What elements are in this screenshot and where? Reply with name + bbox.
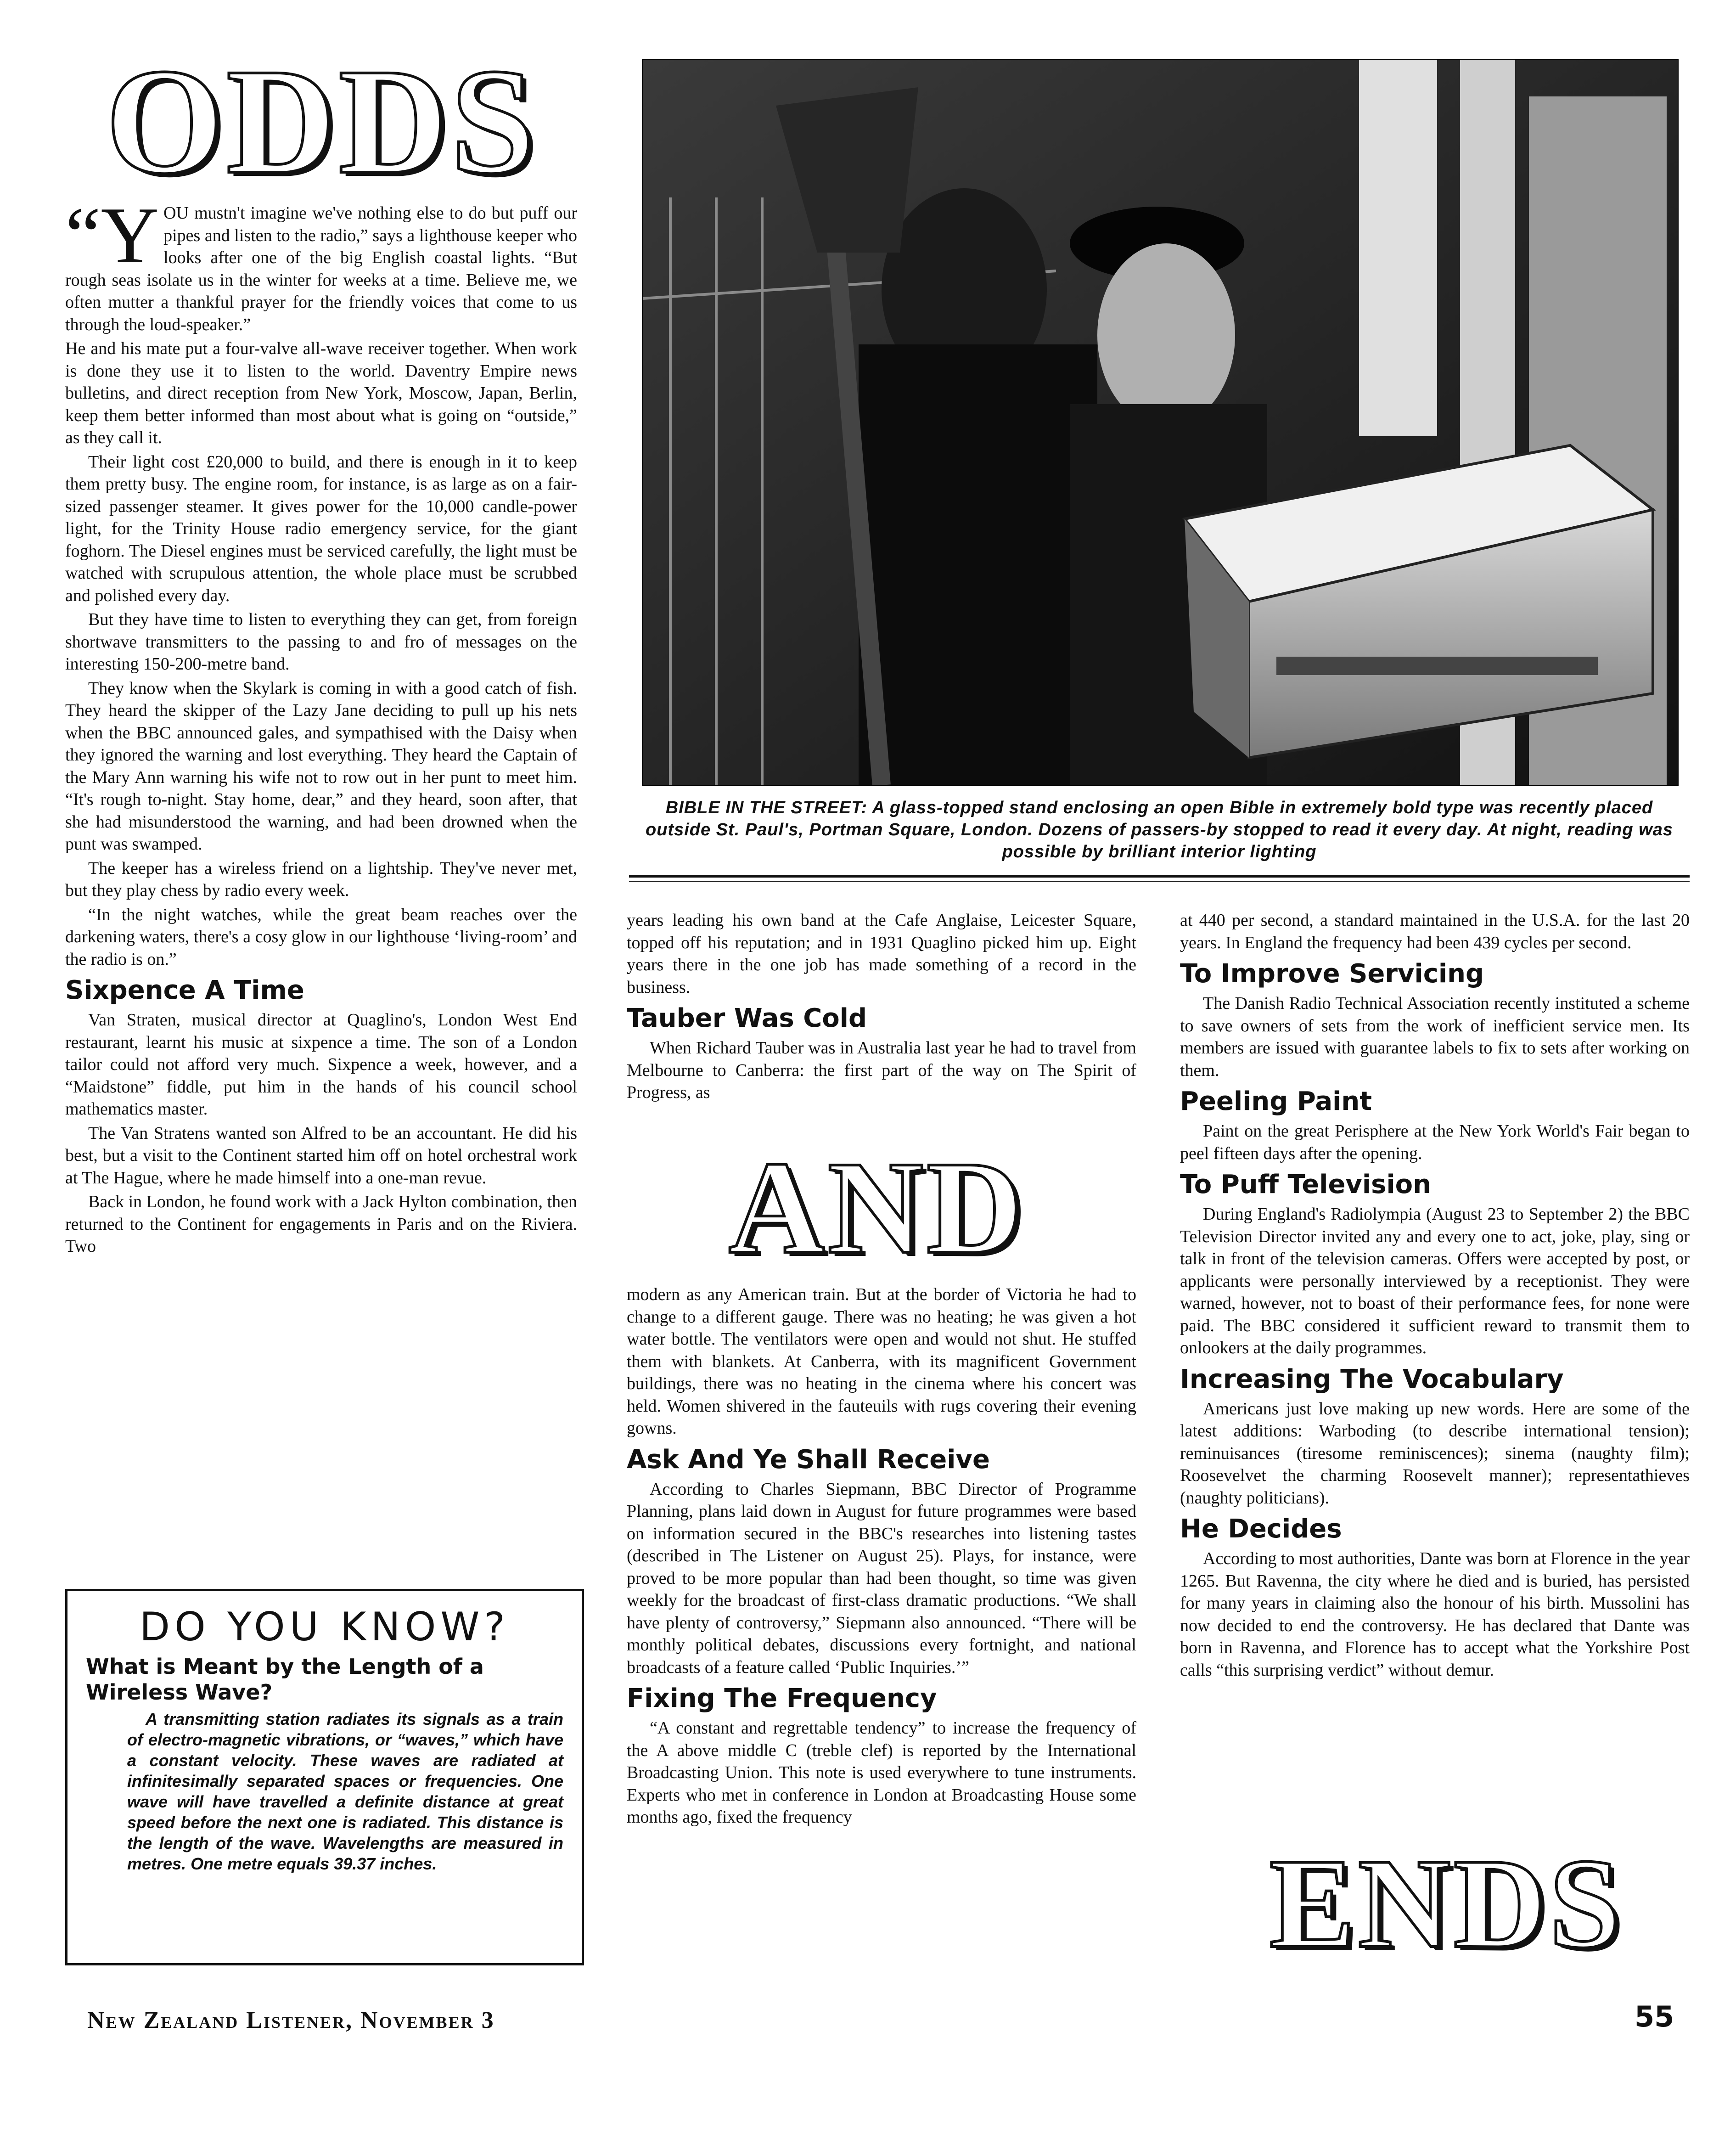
article-paragraph: He and his mate put a four-valve all-wave receiver together. When work is done they use it to listen to the world. Daventry Empire news bulletins, and direct reception from New York, Moscow, Japan, Berlin, keep them better informed than most about what is going on “outside,” as they call it. [65, 339, 577, 447]
article-paragraph: “In the night watches, while the great beam reaches over the darkening waters, there's a cosy glow in our lighthouse ‘living-room’ and the radio is on.” [65, 905, 577, 969]
article-paragraph: Back in London, he found work with a Jack Hylton combination, then returned to the Continent for engagements in Paris and on the Riviera. Two [65, 1192, 577, 1256]
do-you-know-title: DO YOU KNOW? [139, 1604, 510, 1650]
headline-and: AND [728, 1134, 1026, 1281]
article-paragraph: The keeper has a wireless friend on a lightship. They've never met, but they play chess by radio every week. [65, 858, 577, 900]
section-heading: Increasing The Vocabulary [1180, 1364, 1564, 1394]
article-paragraph: But they have time to listen to everything they can get, from foreign shortwave transmitters to the passing to and fro of messages on the interesting 150-200-metre band. [65, 610, 577, 674]
article-paragraph: According to most authorities, Dante was born at Florence in the year 1265. But Ravenna, the city where he died and is buried, has persisted for many years in claiming also the honour of his birth. Mussolini has now decided to end the controversy. He has declared that Dante was born in Ravenna, and Florence has to accept what the Yorkshire Post calls “this surprising verdict” without demur. [1180, 1549, 1690, 1680]
bible-photo-illustration [643, 60, 1678, 785]
column-3 [1180, 909, 1690, 1683]
divider-rule [629, 875, 1690, 878]
page-number: 55 [1635, 2000, 1674, 2033]
article-paragraph: Their light cost £20,000 to build, and there is enough in it to keep them pretty busy. The engine room, for instance, is as large as on a fair-sized passenger steamer. It gives power for the 10,000 candle-power light, for the Trinity House radio emergency service, for the giant foghorn. The Diesel engines must be serviced carefully, the light must be watched with scrupulous attention, the whole place must be scrubbed and polished every day. [65, 452, 577, 605]
article-paragraph: According to Charles Siepmann, BBC Director of Programme Planning, plans laid down in August for future programmes were based on information secured in the BBC's researches into listening tastes (described in The Listener on August 25). Plays, for instance, were proved to be more popular than had been thought, so time was given weekly for the broadcast of first-class dramatic productions. “We shall have plenty of controversy,” Siepmann also announced. “There will be monthly political debates, discussions every fortnight, and national broadcasts of a feature called ‘Public Inquiries.’” [627, 1479, 1136, 1677]
section-heading: Ask And Ye Shall Receive [627, 1444, 990, 1475]
article-paragraph: During England's Radiolympia (August 23 to September 2) the BBC Television Director invited any and every one to act, joke, play, sing or talk in front of the television cameras. Offers were accepted by post, or applicants were personally interviewed by a receptionist. They were warned, however, not to boast of their performance fees, for none were paid. The BBC considered it sufficient reward to transmit them to onlookers at the daily programmes. [1180, 1205, 1690, 1357]
section-heading: Tauber Was Cold [627, 1003, 867, 1033]
article-paragraph: modern as any American train. But at the border of Victoria he had to change to a different gauge. There was no heating; he was given a hot water bottle. The ventilators were open and would not shut. He stuffed them with blankets. At Canberra, with its magnificent Government buildings, there was no heating in the cinema where his concert was held. Women shivered in the fauteuils with rugs covering their evening gowns. [627, 1285, 1136, 1438]
publication-footer: New Zealand Listener, November 3 [87, 2007, 495, 2033]
section-heading: Peeling Paint [1180, 1086, 1372, 1116]
column-2 [627, 909, 1136, 1106]
column-2-continued [627, 1283, 1136, 1830]
section-heading: To Improve Servicing [1180, 959, 1484, 989]
photo-caption: BIBLE IN THE STREET: A glass-topped stand enclosing an open Bible in extremely bold type was recently placed outside St. Paul's, Portman Square, London. Dozens of passers-by stopped to read it every day. At night, reading was possible by brilliant interior lighting [646, 798, 1673, 861]
section-heading: He Decides [1180, 1514, 1342, 1544]
article-paragraph: “A constant and regrettable tendency” to increase the frequency of the A above middle C (treble clef) is reported by the International Broadcasting Union. This note is used everywhere to tune instruments. Experts who met in conference in London at Broadcasting House some months ago, fixed the frequency [627, 1718, 1136, 1827]
article-paragraph: The Danish Radio Technical Association recently instituted a scheme to save owners of sets from the work of inefficient service men. Its members are issued with guarantee labels to fix to sets after working on them. [1180, 994, 1690, 1080]
do-you-know-box [65, 1589, 584, 1965]
article-paragraph: When Richard Tauber was in Australia last year he had to travel from Melbourne to Canberra: the first part of the way on The Spirit of Progress, as [627, 1038, 1136, 1102]
section-heading: To Puff Television [1180, 1170, 1431, 1199]
divider-rule [629, 881, 1690, 882]
article-paragraph: years leading his own band at the Cafe Anglaise, Leicester Square, topped off his reputation; and in 1931 Quaglino picked him up. Eight years there in the one job has made something of a record in the business. [627, 911, 1136, 997]
do-you-know-answer: A transmitting station radiates its signals as a train of electro-magnetic vibrations, or “waves,” which have a constant velocity. These waves are radiated at infinitesimally separated spaces or frequencies. One wave will have travelled a definite distance at great speed before the next one is radiated. This distance is the length of the wave. Wavelengths are measured in metres. One metre equals 39.37 inches. [127, 1710, 563, 1873]
do-you-know-question: What is Meant by the Length of a Wireless Wave? [86, 1654, 484, 1705]
article-paragraph: at 440 per second, a standard maintained in the U.S.A. for the last 20 years. In England the frequency had been 439 cycles per second. [1180, 911, 1690, 952]
column-1 [65, 191, 577, 1260]
article-paragraph: Van Straten, musical director at Quaglino's, London West End restaurant, learnt his music at sixpence a time. The son of a London tailor could not afford very much. Sixpence a week, however, and a “Maidstone” fiddle, put him in the hands of his council school mathematics master. [65, 1010, 577, 1119]
section-heading: Sixpence A Time [65, 975, 304, 1005]
headline-ends: ENDS [1269, 1832, 1624, 1975]
article-paragraph: Paint on the great Perisphere at the New York World's Fair began to peel fifteen days after the opening. [1180, 1121, 1690, 1163]
section-heading: Fixing The Frequency [627, 1683, 937, 1713]
headline-odds: ODDS [106, 38, 538, 205]
article-paragraph: Americans just love making up new words. Here are some of the latest additions: Warboding (to describe international tension); reminuisances (tiresome reminiscences); sinema (naughty film); Roosevelvet the charming Roosevelt manner); representathieves (naughty politicians). [1180, 1399, 1690, 1508]
drop-cap: “Y [65, 191, 159, 280]
article-paragraph: The Van Stratens wanted son Alfred to be an accountant. He did his best, but a visit to the Continent started him off on hotel orchestral work at The Hague, where he made himself into a one-man revue. [65, 1123, 577, 1188]
article-paragraph: They know when the Skylark is coming in with a good catch of fish. They heard the skipper of the Lazy Jane deciding to pull up his nets when the BBC announced gales, and sympathised with the Daisy when they ignored the warning and lost everything. They heard the Captain of the Mary Ann warning his wife not to row out in her punt to meet him. “It's rough to-night. Stay home, dear,” and they heard, soon after, that she had misunderstood the warning, and had been drowned when the punt was swamped. [65, 678, 577, 854]
article-paragraph: “YOU mustn't imagine we've nothing else to do but puff our pipes and listen to the radio,” says a lighthouse keeper who looks after one of the big English coastal lights. “But rough seas isolate us in the winter for weeks at a time. Believe me, we often mutter a thankful prayer for the friendly voices that come to us through the loud-speaker.” [65, 191, 577, 334]
bible-photo [642, 59, 1679, 786]
